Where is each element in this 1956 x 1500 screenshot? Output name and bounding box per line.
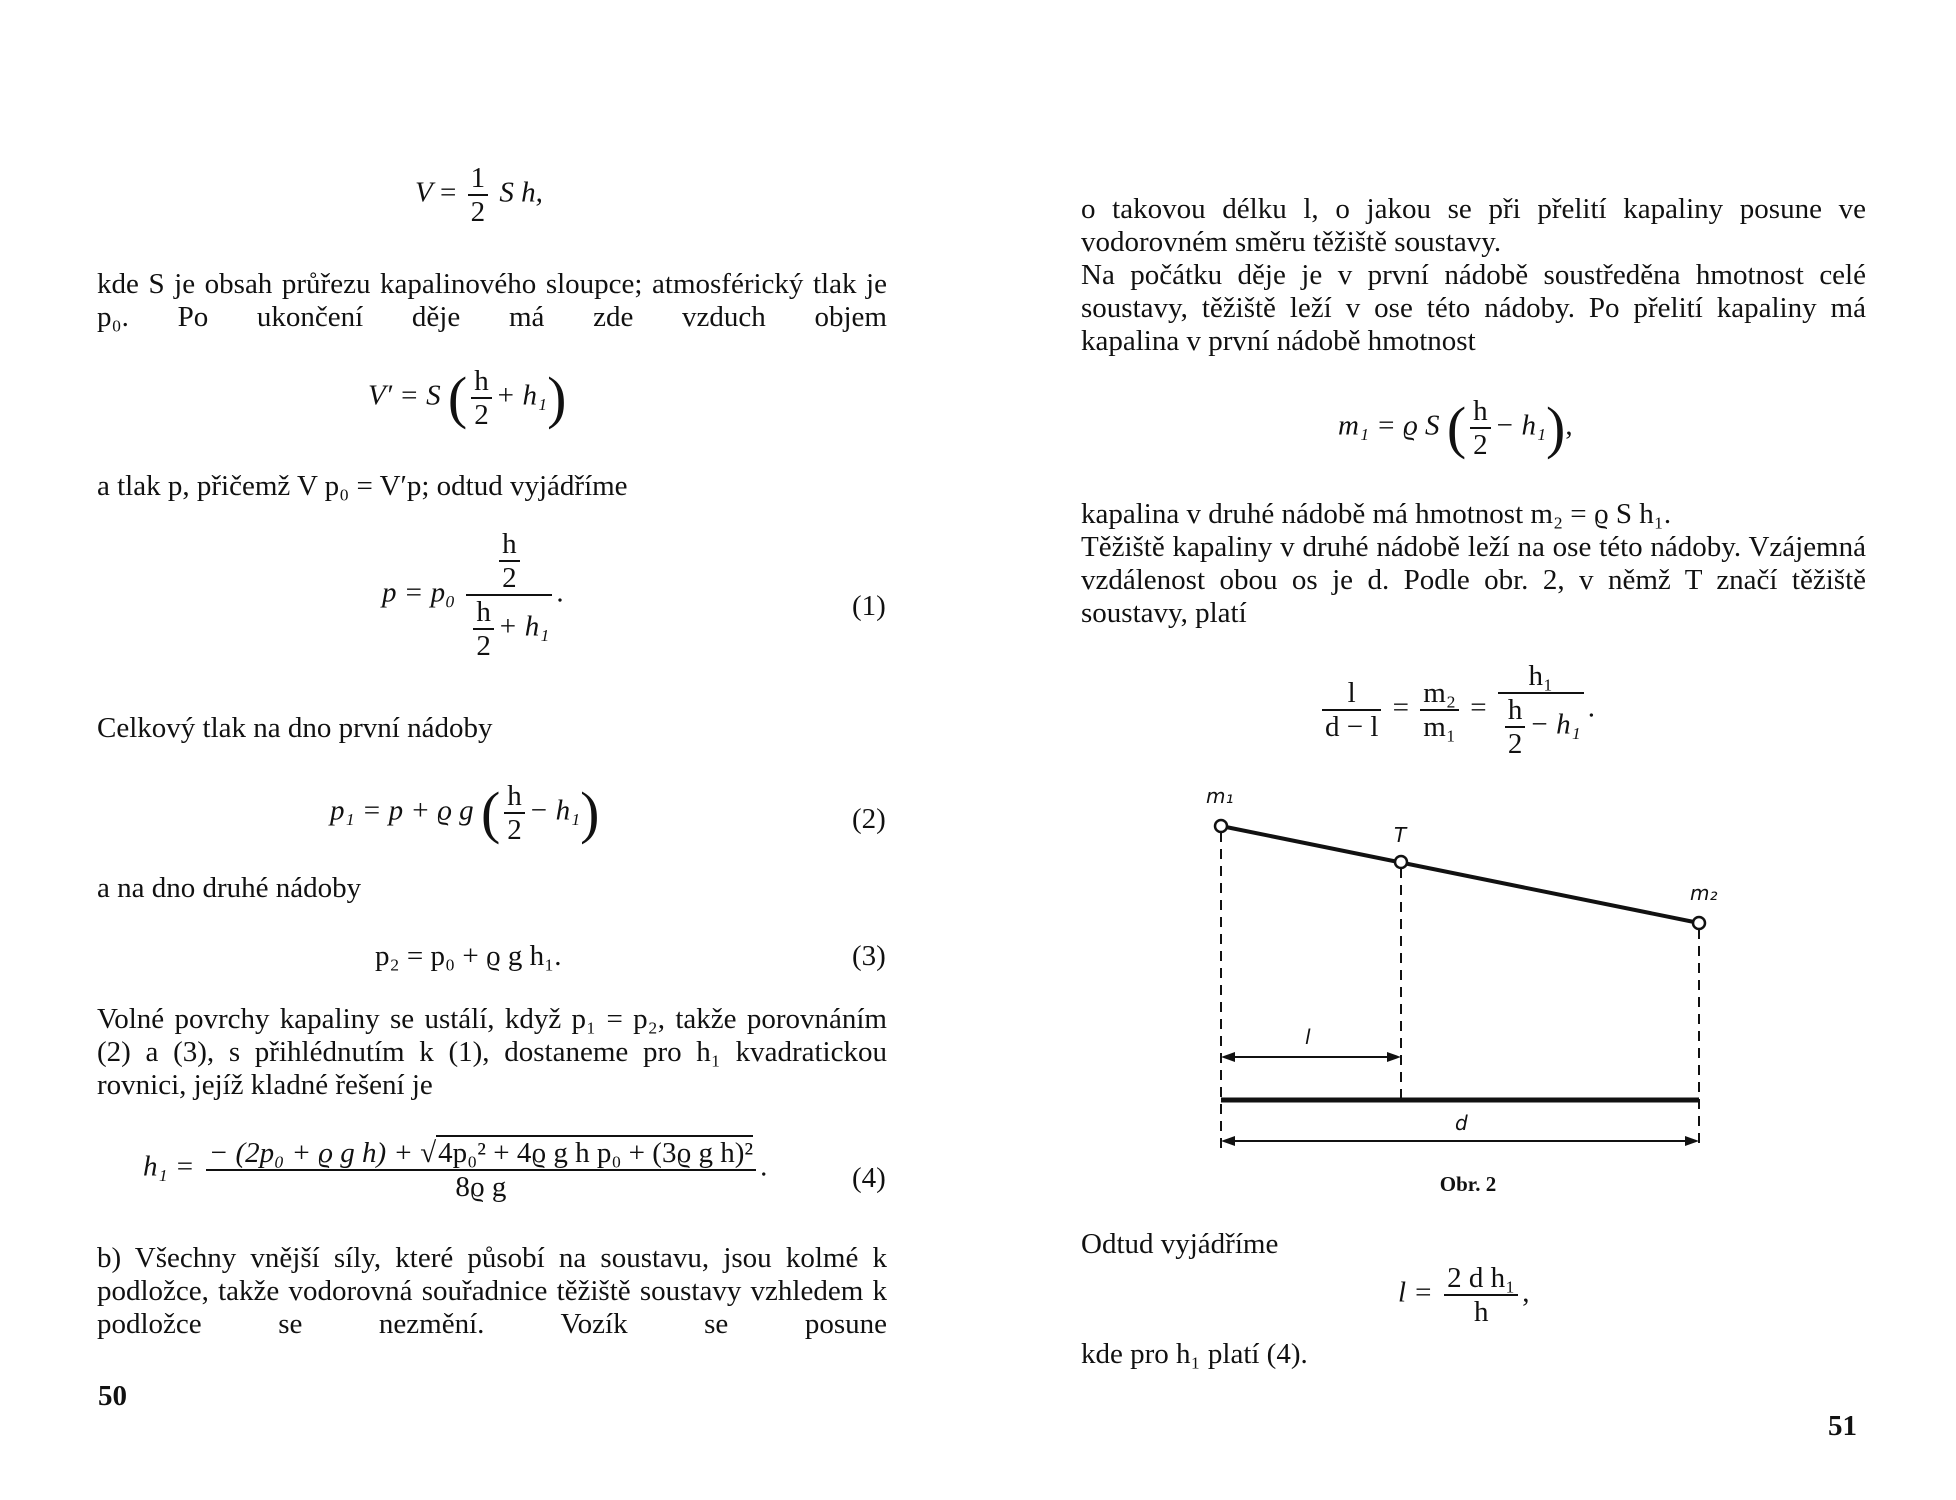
paragraph: b) Všechny vnější síly, které působí na soustavu, jsou kolmé k podložce, takže vodorovná souřadnice těžiště soustavy vzhledem k podložce se nezmění. Vozík se posune [97, 1242, 887, 1340]
eq-end: . [760, 1150, 768, 1183]
eq-tail: − h₁ [528, 794, 581, 827]
equation-l [1398, 1262, 1530, 1328]
paragraph: Celkový tlak na dno první nádoby [97, 712, 493, 744]
fraction-numerator: m₂ [1420, 677, 1459, 711]
eq-lhs: h₁ = [143, 1150, 195, 1183]
label-t: T [1394, 823, 1407, 847]
fraction [499, 528, 520, 594]
eq-tail: − h₁ [1529, 708, 1581, 741]
equation-number: (3) [852, 940, 886, 972]
equation-p [382, 528, 564, 662]
fraction-numerator: h₁ [1498, 660, 1584, 694]
paragraph: kapalina v druhé nádobě má hmotnost m₂ = ϱ S h₁. [1081, 498, 1672, 530]
eq-v-rhs: S h, [499, 176, 543, 209]
right-page [978, 0, 1956, 1500]
fraction-denominator: 2 [474, 399, 489, 431]
fraction [471, 365, 492, 431]
fraction-denominator: h [1473, 1296, 1489, 1328]
paragraph: o takovou délku l, o jakou se při přelití kapaliny posune ve vodorovném směru těžiště soustavy. [1081, 193, 1866, 258]
eq-end: , [1565, 409, 1573, 442]
fraction-denominator: 2 [507, 814, 522, 846]
fraction-numerator: l [1322, 677, 1381, 711]
fraction-denominator: m₁ [1423, 711, 1456, 743]
paragraph: a tlak p, přičemž V p₀ = V′p; odtud vyjádříme [97, 470, 628, 502]
fraction [206, 1135, 756, 1203]
fraction-numerator: h [1470, 395, 1491, 429]
paragraph: Na počátku děje je v první nádobě soustředěna hmotnost celé soustavy, těžiště leží v ose této nádoby. Po přelití kapaliny má kapalina v první nádobě hmotnost [1081, 259, 1866, 357]
arrowhead-left [1221, 1136, 1235, 1146]
eq-end: . [1587, 691, 1595, 724]
label-l: l [1305, 1025, 1311, 1049]
label-m2: m₂ [1690, 881, 1718, 905]
point-m2 [1693, 917, 1705, 929]
eq-lhs: l = [1398, 1276, 1433, 1309]
equation-number: (1) [852, 590, 886, 622]
left-paren: ( [480, 780, 501, 845]
page-number: 51 [1828, 1410, 1857, 1442]
equation-p1 [330, 780, 600, 846]
left-paren: ( [447, 365, 468, 430]
eq-end: , [1522, 1276, 1530, 1309]
eq-end: . [556, 576, 564, 609]
right-paren: ) [1546, 395, 1566, 460]
right-paren: ) [580, 780, 600, 845]
paragraph: Odtud vyjádříme [1081, 1228, 1279, 1260]
sqrt-radicand: 4p₀² + 4ϱ g h p₀ + (3ϱ g h)² [438, 1137, 754, 1169]
fraction-denominator: 2 [476, 630, 491, 662]
left-paren: ( [1446, 395, 1467, 460]
fraction-numerator: h [473, 596, 494, 630]
equation-h1 [143, 1135, 767, 1203]
arrowhead-left [1221, 1052, 1235, 1062]
fraction-denominator: 2 [1507, 728, 1523, 760]
fraction-denominator: 2 [1473, 429, 1488, 461]
eq-v-lhs: V [415, 176, 433, 209]
figure-caption: Obr. 2 [1439, 1172, 1497, 1196]
fraction-denominator: 2 [502, 562, 517, 594]
paragraph: kde S je obsah průřezu kapalinového sloupce; atmosférický tlak je p₀. Po ukončení děje má zde vzduch objem [97, 268, 887, 333]
fraction-numerator: h [499, 528, 520, 562]
paragraph: kde pro h₁ platí (4). [1081, 1338, 1308, 1370]
right-paren: ) [547, 365, 567, 430]
fraction-numerator: 2 d h₁ [1444, 1262, 1518, 1296]
label-m1: m₁ [1206, 784, 1234, 808]
equation-ratio: $\frac{l}{d - l}$ = $\frac{\text{m₂}}{\text{m₁}}$ = h₁ $\frac{h}{2}$ − h₁ . [1318, 660, 1595, 760]
eq-tail: + h₁ [497, 610, 550, 643]
equation-number: (2) [852, 803, 886, 835]
fraction-numerator [466, 528, 552, 596]
paragraph: Těžiště kapaliny v druhé nádobě leží na ose této nádoby. Vzájemná vzdálenost obou os je d. Podle obr. 2, v němž T značí těžiště soustavy, platí [1081, 531, 1866, 629]
fraction-numerator: 1 [468, 162, 489, 196]
point-m1 [1215, 820, 1227, 832]
equation-v-prime [368, 365, 566, 431]
arrowhead-right [1685, 1136, 1699, 1146]
fraction-numerator: − (2p₀ + ϱ g h) + √4p₀² + 4ϱ g h p₀ + (3ϱ g h)² [206, 1135, 756, 1171]
eq-lhs: p = p₀ [382, 576, 456, 609]
eq-lhs: V′ = S [368, 379, 441, 412]
arrowhead-right [1387, 1052, 1401, 1062]
fraction-numerator: h [471, 365, 492, 399]
fraction-denominator [466, 596, 552, 662]
label-d: d [1455, 1111, 1468, 1135]
point-t [1395, 856, 1407, 868]
fraction-numerator: h [1505, 694, 1526, 728]
fraction [473, 596, 494, 662]
eq-lhs: p₁ = p + ϱ g [330, 794, 474, 827]
fraction [468, 162, 489, 228]
compound-fraction [466, 528, 552, 662]
fraction [1444, 1262, 1518, 1328]
eq-tail: + h₁ [495, 379, 548, 412]
paragraph: a na dno druhé nádoby [97, 872, 362, 904]
equation-number: (4) [852, 1162, 886, 1194]
fraction-denominator: d − l [1325, 711, 1379, 743]
page-number: 50 [98, 1380, 127, 1412]
paragraph: Volné povrchy kapaliny se ustálí, když p₁ = p₂, takže porovnáním (2) a (3), s přihlédnutím k (1), dostaneme pro h₁ kvadratickou rovnici, jejíž kladné řešení je [97, 1003, 887, 1101]
eq-tail: − h₁ [1494, 409, 1547, 442]
numerator-part: − (2p₀ + ϱ g h) + [208, 1137, 413, 1169]
eq-lhs: m₁ = ϱ S [1338, 409, 1440, 442]
equation-p2: p₂ = p₀ + ϱ g h₁. [375, 940, 562, 972]
beam-line [1221, 826, 1699, 923]
fraction-denominator: 8ϱ g [455, 1171, 507, 1203]
equation-v: V = $\frac{1}{2}$ S h, [415, 162, 543, 228]
fraction-denominator: 2 [470, 196, 486, 228]
fraction-numerator: h [504, 780, 525, 814]
fraction [504, 780, 525, 846]
